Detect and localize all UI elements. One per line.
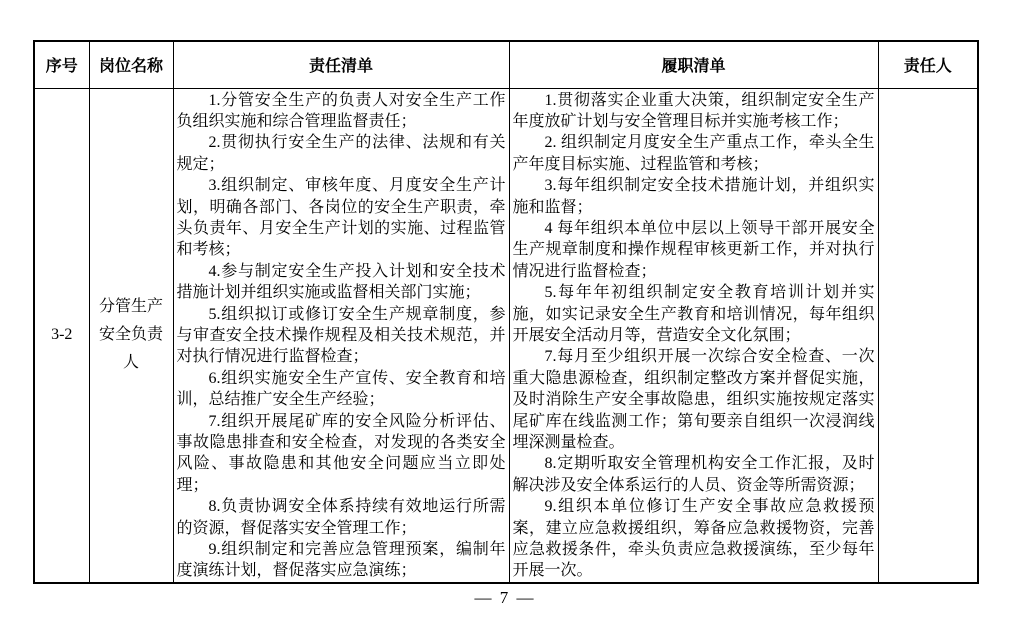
responsibility-list-cell [173,88,509,583]
header-duty: 履职清单 [509,41,878,88]
table-row [34,88,978,583]
position-cell: 分管生产安全负责人 [89,88,173,583]
list-paragraph: 7.每月至少组织开展一次综合安全检查、一次重大隐患源检查，组织制定整改方案并督促实施，及时消除生产安全事故隐患，组织实施按规定落实尾矿库在线监测工作；第旬要亲自组织一次浸润线埋深测量检查。 [512,348,875,451]
list-paragraph: 2. 组织制定月度安全生产重点工作，牵头全生产年度目标实施、过程监管和考核； [512,134,875,173]
serial-cell: 3-2 [34,88,89,583]
list-paragraph: 2.贯彻执行安全生产的法律、法规和有关规定； [176,134,506,173]
page-number: — 7 — [474,588,536,607]
list-paragraph: 1.分管安全生产的负责人对安全生产工作负组织实施和综合管理监督责任； [176,91,506,130]
list-paragraph: 8.负责协调安全体系持续有效地运行所需的资源，督促落实安全管理工作； [176,498,506,537]
header-serial: 序号 [34,41,89,88]
list-paragraph: 3.组织制定、审核年度、月度安全生产计划，明确各部门、各岗位的安全生产职责，牵头负责年、月安全生产计划的实施、过程监管和考核； [176,177,506,259]
list-paragraph: 1.贯彻落实企业重大决策，组织制定安全生产年度放矿计划与安全管理目标并实施考核工作； [512,91,875,130]
header-position: 岗位名称 [89,41,173,88]
list-paragraph: 6.组织实施安全生产宣传、安全教育和培训，总结推广安全生产经验； [176,369,506,409]
list-paragraph: 5.每年年初组织制定安全教育培训计划并实施，如实记录安全生产教育和培训情况，每年组织开展安全活动月等，营造安全文化氛围； [512,284,875,344]
header-person: 责任人 [878,41,978,88]
list-paragraph: 9.组织本单位修订生产安全事故应急救援预案，建立应急救援组织，筹备应急救援物资，完善应急救援条件，牵头负责应急救援演练，至少每年开展一次。 [512,498,875,580]
list-paragraph: 4 每年组织本单位中层以上领导干部开展安全生产规章制度和操作规程审核更新工作，并对执行情况进行监督检查； [512,219,875,280]
list-paragraph: 8.定期听取安全管理机构安全工作汇报，及时解决涉及安全体系运行的人员、资金等所需资源； [512,455,875,494]
list-paragraph: 9.组织制定和完善应急管理预案，编制年度演练计划，督促落实应急演练； [176,541,506,580]
responsible-person-cell [878,88,978,583]
list-paragraph: 7.组织开展尾矿库的安全风险分析评估、事故隐患排查和安全检查，对发现的各类安全风险、事故隐患和其他安全问题应当立即处理； [176,412,506,494]
duty-list-cell [509,88,878,583]
header-responsibility: 责任清单 [173,41,509,88]
duty-table [33,40,979,584]
list-paragraph: 5.组织拟订或修订安全生产规章制度，参与审查安全技术操作规程及相关技术规范，并对执行情况进行监督检查； [176,305,506,366]
header-row [34,41,978,88]
list-paragraph: 3.每年组织制定安全技术措施计划，并组织实施和监督； [512,177,875,216]
list-paragraph: 4.参与制定安全生产投入计划和安全技术措施计划并组织实施或监督相关部门实施； [176,262,506,302]
